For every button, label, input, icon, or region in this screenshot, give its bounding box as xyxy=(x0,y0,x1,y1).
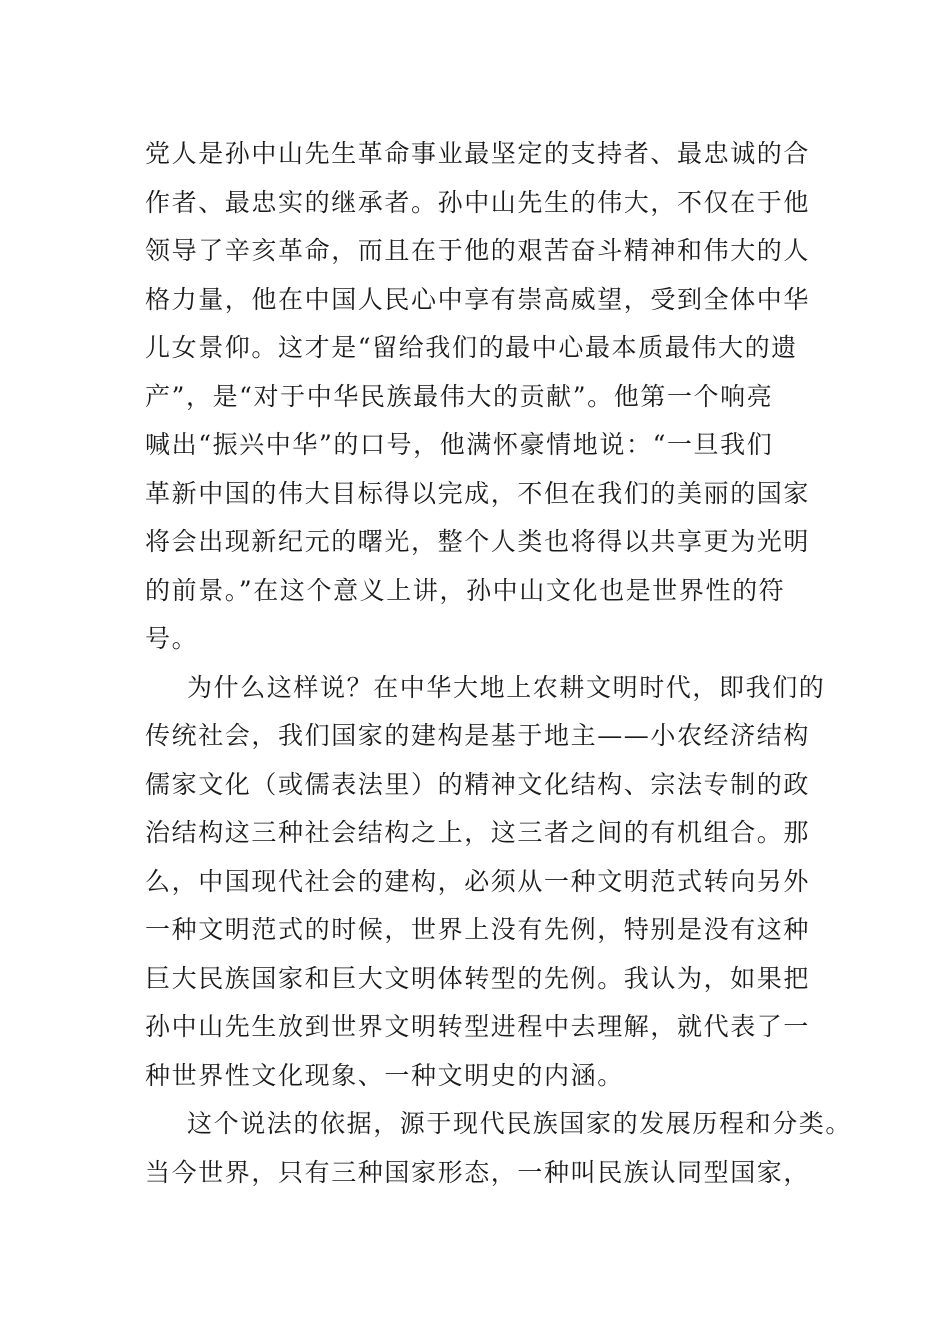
text-line: 格力量，他在中国人民心中享有崇高威望，受到全体中华 xyxy=(145,284,811,314)
text-line: 的前景。”在这个意义上讲，孙中山文化也是世界性的符 xyxy=(145,575,786,605)
text-line: 党人是孙中山先生革命事业最坚定的支持者、最忠诚的合 xyxy=(145,139,811,168)
body-text xyxy=(145,130,853,1197)
text-line: 孙中山先生放到世界文明转型进程中去理解，就代表了一 xyxy=(145,1012,811,1041)
text-line: 巨大民族国家和巨大文明体转型的先例。我认为，如果把 xyxy=(145,963,811,993)
text-line: 治结构这三种社会结构之上，这三者之间的有机组合。那 xyxy=(145,818,811,847)
text-line: 儿女景仰。这才是“留给我们的最中心最本质最伟大的遗 xyxy=(145,333,798,362)
text-line: 儒家文化（或儒表法里）的精神文化结构、宗法专制的政 xyxy=(145,769,811,799)
text-line: 种世界性文化现象、一种文明史的内涵。 xyxy=(145,1060,624,1090)
text-line: 号。 xyxy=(145,624,199,653)
text-line: 领导了辛亥革命，而且在于他的艰苦奋斗精神和伟大的人 xyxy=(145,236,811,265)
text-line: 一种文明范式的时候，世界上没有先例，特别是没有这种 xyxy=(145,915,811,944)
text-line: 喊出“振兴中华”的口号，他满怀豪情地说：“一旦我们 xyxy=(145,430,774,459)
text-line: 将会出现新纪元的曙光，整个人类也将得以共享更为光明 xyxy=(145,527,811,556)
paragraph-start-line: 这个说法的依据，源于现代民族国家的发展历程和分类。 xyxy=(187,1109,853,1138)
text-line: 革新中国的伟大目标得以完成，不但在我们的美丽的国家 xyxy=(145,478,811,508)
paragraph-start-line: 为什么这样说？在中华大地上农耕文明时代，即我们的 xyxy=(187,672,826,702)
text-line: 么，中国现代社会的建构，必须从一种文明范式转向另外 xyxy=(145,866,811,896)
text-line: 当今世界，只有三种国家形态，一种叫民族认同型国家， xyxy=(145,1157,811,1187)
text-line: 产”，是“对于中华民族最伟大的贡献”。他第一个响亮 xyxy=(145,381,774,411)
text-line: 传统社会，我们国家的建构是基于地主——小农经济结构 xyxy=(145,721,811,750)
text-line: 作者、最忠实的继承者。孙中山先生的伟大，不仅在于他 xyxy=(145,187,811,217)
